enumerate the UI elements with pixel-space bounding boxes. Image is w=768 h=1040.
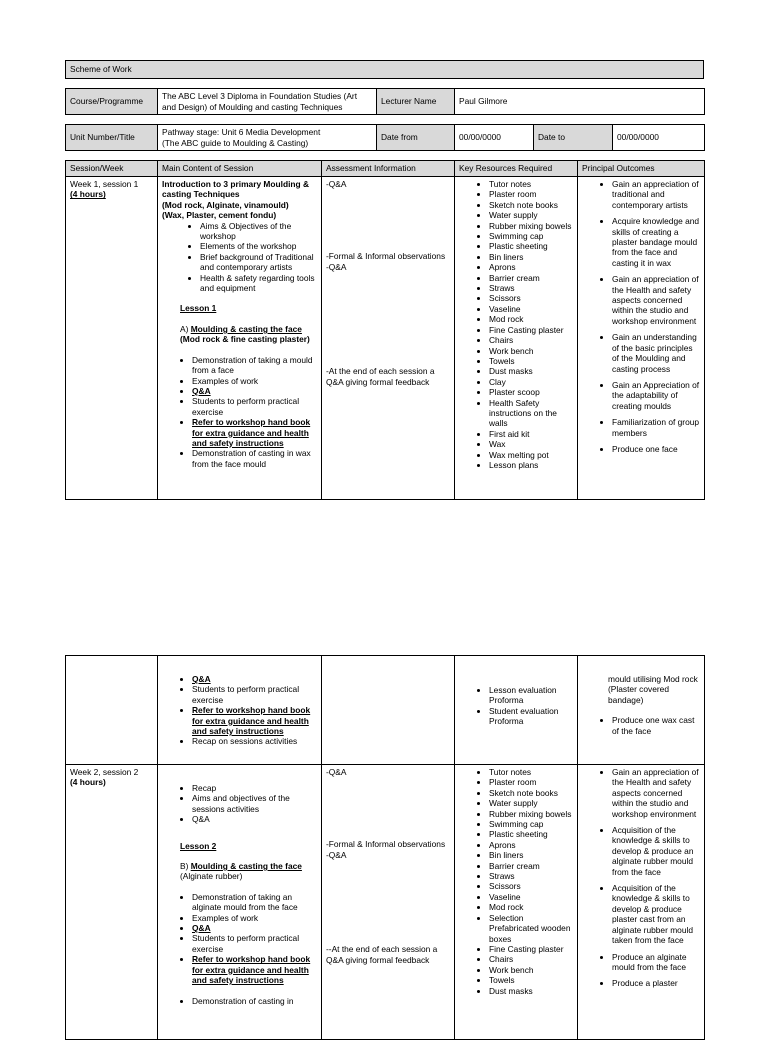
week1-row [66,177,705,500]
list-item: • Refer to workshop hand book for extra guidance and health and safety instructions [192,417,317,448]
continued-resources-cell [455,656,578,765]
list-item: • Plaster room [489,189,573,199]
list-item: • Recap on sessions activities [192,736,317,746]
list-item: • Dust masks [489,366,573,376]
week1-section-title: Moulding & casting the face [190,323,302,334]
col-header-session: Session/Week [66,161,158,177]
list-item: • Rubber mixing bowels [489,809,573,819]
week1-hours: (4 hours) [70,189,106,200]
list-item: • Acquisition of the knowledge & skills to develop & produce plaster cast from an alginate rubber mould taken from the face [612,883,700,945]
date-from-value: 00/00/0000 [455,125,534,151]
unit-value-line2: (The ABC guide to Moulding & Casting) [162,137,309,148]
list-item: • Produce an alginate mould from the face [612,952,700,973]
list-item: • Lesson plans [489,460,573,470]
week1-lesson-title: Lesson 1 [180,303,217,314]
week2-content-cell [158,765,322,1040]
list-item: • Fine Casting plaster [489,325,573,335]
week1-lesson-list [162,355,317,469]
week1-intro-list [162,221,317,294]
week2-resources-cell [455,765,578,1040]
week1-content-cell [158,177,322,500]
col-header-outcomes: Principal Outcomes [578,161,705,177]
list-item: • Gain an understanding of the basic principles of the Moulding and casting process [612,332,700,374]
list-item: • Elements of the workshop [200,241,317,251]
list-item: • Lesson evaluation Proforma [489,685,573,706]
week2-intro-list [162,783,317,825]
list-item: • Vaseline [489,892,573,902]
list-item: • Wax melting pot [489,450,573,460]
week2-outcomes-cell [578,765,705,1040]
list-item: • Q&A [192,814,317,824]
list-item: • Chairs [489,335,573,345]
unit-label: Unit Number/Title [66,125,158,151]
list-item: • Refer to workshop hand book for extra guidance and health and safety instructions [192,705,317,736]
list-item: • Straws [489,871,573,881]
week2-resources-list [459,767,573,996]
list-item: • Selection Prefabricated wooden boxes [489,913,573,944]
list-item: • Q&A [192,386,317,396]
week1-intro-1: Introduction to 3 primary Moulding & casting Techniques [162,179,310,200]
list-item: • Wax [489,439,573,449]
list-item: • Produce one wax cast of the face [612,715,700,736]
list-item: • Recap [192,783,317,793]
list-item: • Plaster scoop [489,387,573,397]
unit-table [65,124,705,151]
week2-hours: (4 hours) [70,777,106,788]
continued-outcome-text: mould utilising Mod rock (Plaster covered bandage) [608,674,698,705]
week1-section-heading [162,324,317,334]
session-table-page1 [65,160,705,500]
list-item: • Gain an appreciation of the Health and safety aspects concerned within the studio and workshop environment [612,767,700,819]
list-item: • Tutor notes [489,179,573,189]
list-item: • Familiarization of group members [612,417,700,438]
week1-assessment-cell [322,177,455,500]
list-item: • Towels [489,356,573,366]
date-to-label: Date to [534,125,613,151]
continued-session-cell [66,656,158,765]
week1-assess-4: -At the end of each session a Q&A giving formal feedback [326,366,435,387]
col-header-resources: Key Resources Required [455,161,578,177]
list-item: • Aims & Objectives of the workshop [200,221,317,242]
list-item: • Examples of work [192,913,317,923]
week2-section-sub: (Alginate rubber) [180,871,243,882]
week2-session: Week 2, session 2 [70,767,139,777]
continued-resources-list [459,685,573,727]
list-item: • Students to perform practical exercise [192,933,317,954]
list-item: • Acquire knowledge and skills of creating a plaster bandage mould from the face and casting it in wax [612,216,700,268]
list-item: • Produce a plaster [612,978,700,988]
week2-assess-2: -Formal & Informal observations [326,839,446,850]
week1-resources-list [459,179,573,470]
list-item: • Health & safety regarding tools and equipment [200,273,317,294]
list-item: • Students to perform practical exercise [192,396,317,417]
list-item: • Student evaluation Proforma [489,706,573,727]
list-item: • Fine Casting plaster [489,944,573,954]
date-from-label: Date from [377,125,455,151]
list-item: • Brief background of Traditional and contemporary artists [200,252,317,273]
course-label: Course/Programme [66,89,158,115]
continued-assessment-cell [322,656,455,765]
list-item: • Aprons [489,262,573,272]
scheme-title: Scheme of Work [66,61,704,79]
col-header-content: Main Content of Session [158,161,322,177]
week2-section-title: Moulding & casting the face [190,861,302,872]
week1-section-sub: (Mod rock & fine casting plaster) [180,334,310,345]
week2-assess-1: -Q&A [326,767,347,777]
list-item: • Swimming cap [489,231,573,241]
week2-row [66,765,705,1040]
week2-session-cell [66,765,158,1040]
list-item: • Q&A [192,923,317,933]
date-to-value: 00/00/0000 [613,125,705,151]
list-item: • Scissors [489,293,573,303]
list-item: • Demonstration of taking an alginate mould from the face [192,892,317,913]
list-item: • Swimming cap [489,819,573,829]
list-item: • Gain an appreciation of traditional and contemporary artists [612,179,700,210]
list-item: • Barrier cream [489,861,573,871]
list-item: • Water supply [489,798,573,808]
continued-row [66,656,705,765]
course-table [65,88,705,115]
week1-session: Week 1, session 1 [70,179,139,189]
continued-content-cell [158,656,322,765]
week2-assess-3: -Q&A [326,849,347,860]
list-item: • Health Safety instructions on the walls [489,398,573,429]
list-item: • Plastic sheeting [489,241,573,251]
list-item: • Aims and objectives of the sessions activities [192,793,317,814]
week2-section-heading [162,861,317,871]
session-table-page2 [65,655,705,1040]
list-item: • Plaster room [489,777,573,787]
list-item: • Rubber mixing bowels [489,221,573,231]
lecturer-label: Lecturer Name [377,89,455,115]
week1-assess-3: -Q&A [326,261,347,272]
list-item: • Gain an Appreciation of the adaptability of creating moulds [612,380,700,411]
list-item: • First aid kit [489,429,573,439]
week1-resources-cell [455,177,578,500]
list-item: • Aprons [489,840,573,850]
list-item: • Scissors [489,881,573,891]
week1-intro-3: (Wax, Plaster, cement fondu) [162,210,277,221]
list-item: • Mod rock [489,902,573,912]
list-item: • Sketch note books [489,788,573,798]
week1-intro-2: (Mod rock, Alginate, vinamould) [162,199,289,210]
col-header-assessment: Assessment Information [322,161,455,177]
week2-assessment-cell [322,765,455,1040]
list-item: • Clay [489,377,573,387]
list-item: • Demonstration of casting in wax from the face mould [192,448,317,469]
list-item: • Produce one face [612,444,700,454]
list-item: • Barrier cream [489,273,573,283]
lecturer-value: Paul Gilmore [455,89,705,115]
list-item: • Bin liners [489,252,573,262]
list-item: • Examples of work [192,376,317,386]
continued-outcomes-cell [578,656,705,765]
list-item: • Chairs [489,954,573,964]
week2-outcomes-list [582,767,700,989]
list-item: • Plastic sheeting [489,829,573,839]
list-item: • Water supply [489,210,573,220]
list-item: • Tutor notes [489,767,573,777]
list-item: • Q&A [192,674,317,684]
list-item: • Vaseline [489,304,573,314]
list-item: • Demonstration of casting in [192,996,317,1006]
unit-value-line1: Pathway stage: Unit 6 Media Development [162,127,321,138]
list-item: • Towels [489,975,573,985]
week1-outcomes-cell [578,177,705,500]
scheme-title-table [65,60,704,79]
list-item: • Straws [489,283,573,293]
list-item: • Demonstration of taking a mould from a face [192,355,317,376]
week2-assess-4: --At the end of each session a Q&A giving formal feedback [326,944,438,965]
list-item: • Acquisition of the knowledge & skills to develop & produce an alginate rubber mould from the face [612,825,700,877]
unit-value [158,125,377,151]
list-item: • Work bench [489,346,573,356]
continued-outcomes-list [582,715,700,736]
list-item: • Refer to workshop hand book for extra guidance and health and safety instructions [192,954,317,985]
week1-assess-1: -Q&A [326,179,347,189]
week1-session-cell [66,177,158,500]
course-value: The ABC Level 3 Diploma in Foundation Studies (Art and Design) of Moulding and casting Techniques [158,89,377,115]
week1-assess-2: -Formal & Informal observations [326,251,446,262]
continued-list [162,674,317,747]
week1-outcomes-list [582,179,700,454]
list-item: • Dust masks [489,986,573,996]
week2-lesson-title: Lesson 2 [180,840,217,851]
week2-section-prefix: B) [180,861,189,872]
list-item: • Gain an appreciation of the Health and safety aspects concerned within the studio and workshop environment [612,274,700,326]
week1-section-prefix: A) [180,323,189,334]
list-item: • Mod rock [489,314,573,324]
list-item: • Sketch note books [489,200,573,210]
week2-lesson-list [162,892,317,1006]
list-item: • Bin liners [489,850,573,860]
list-item: • Work bench [489,965,573,975]
list-item: • Students to perform practical exercise [192,684,317,705]
